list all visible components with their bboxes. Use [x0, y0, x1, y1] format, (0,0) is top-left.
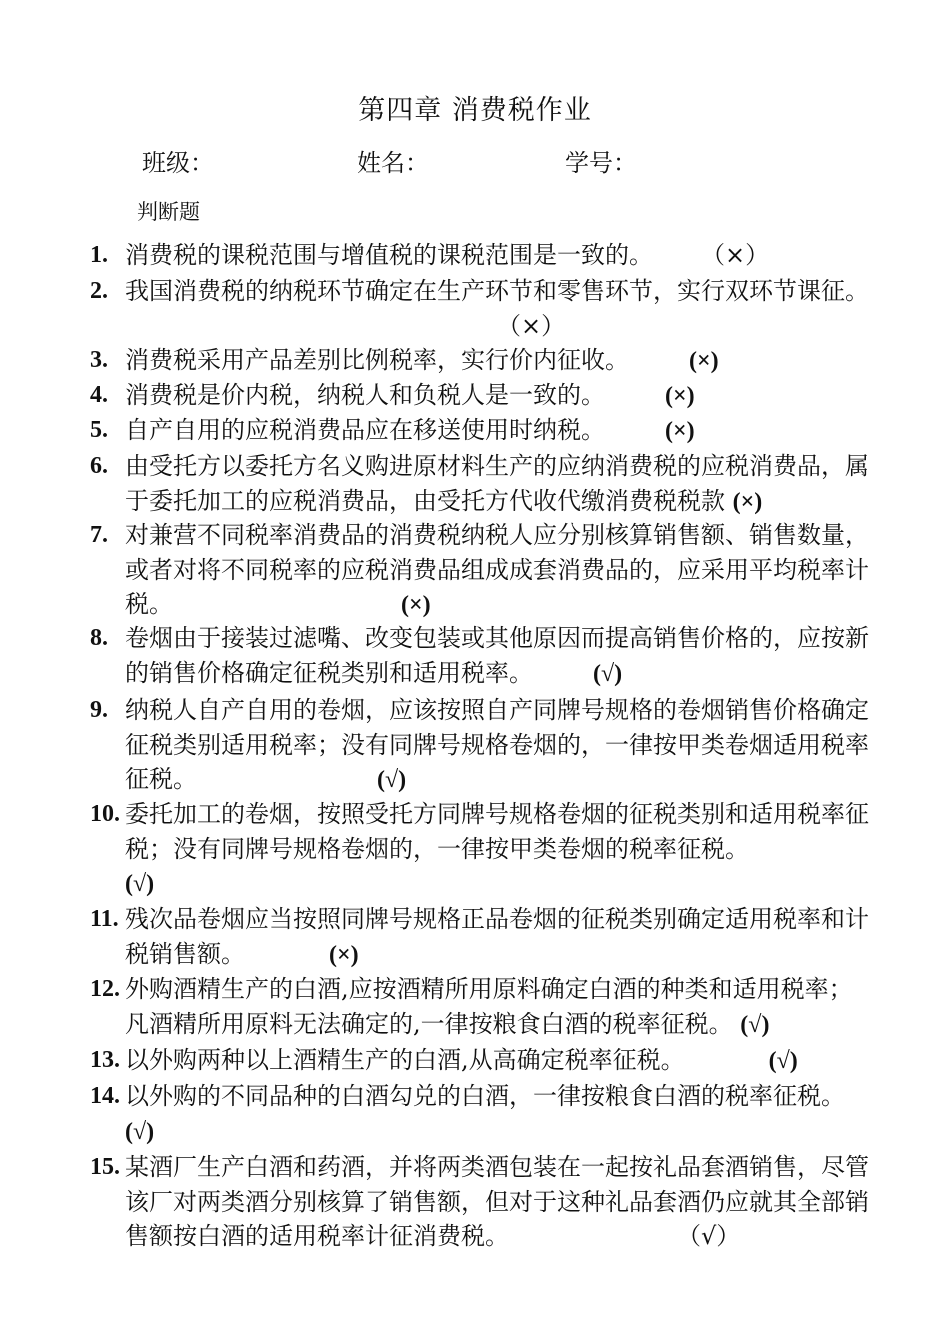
- question-text: 由受托方以委托方名义购进原材料生产的应纳消费税的应税消费品，属于委托加工的应税消费品，由受托方代收代缴消费税税款: [125, 452, 869, 515]
- answer-mark: （×）: [509, 311, 566, 340]
- question-item: [90, 343, 870, 379]
- question-number: 10.: [90, 801, 120, 827]
- answer-mark: (√): [125, 1118, 155, 1145]
- question-text: 自产自用的应税消费品应在移送使用时纳税。: [125, 416, 593, 444]
- question-number: 4.: [90, 382, 108, 408]
- question-text: 以外购的不同品种的白酒勾兑的白酒，一律按粮食白酒的税率征税。: [125, 1082, 845, 1110]
- question-item: [90, 1150, 870, 1254]
- question-item: [90, 413, 870, 449]
- answer-mark: (√): [377, 767, 407, 793]
- answer-mark: (×): [665, 418, 695, 444]
- question-text-block: [125, 378, 870, 414]
- question-text-block: [125, 1150, 870, 1254]
- question-item: [90, 449, 870, 519]
- question-text-block: [125, 693, 870, 798]
- question-text-block: [125, 1043, 870, 1079]
- answer-mark: (×): [732, 488, 763, 515]
- question-text-block: [125, 449, 870, 519]
- question-item: [90, 972, 870, 1042]
- question-number: 15.: [90, 1154, 120, 1180]
- question-item: [90, 797, 870, 902]
- class-label: 班级：: [142, 149, 214, 177]
- question-text-block: [125, 972, 870, 1042]
- question-text: 我国消费税的纳税环节确定在生产环节和零售环节，实行双环节课征。: [125, 277, 869, 305]
- question-text: 卷烟由于接装过滤嘴、改变包装或其他原因而提高销售价格的，应按新的销售价格确定征税类别和适用税率。: [125, 624, 869, 687]
- question-text: 消费税的课税范围与增值税的课税范围是一致的。: [125, 241, 641, 269]
- question-number: 12.: [90, 976, 120, 1002]
- document-title: 第四章 消费税作业: [358, 95, 592, 126]
- question-number: 11.: [90, 906, 119, 932]
- answer-mark: (×): [401, 592, 431, 618]
- question-number: 13.: [90, 1047, 120, 1073]
- question-text-block: [125, 413, 870, 449]
- question-number: 14.: [90, 1083, 120, 1109]
- answer-mark: (√): [768, 1048, 798, 1074]
- question-text: 纳税人自产自用的卷烟，应该按照自产同牌号规格的卷烟销售价格确定征税类别适用税率；没有同牌号规格卷烟的，一律按甲类卷烟适用税率征税。: [125, 696, 869, 793]
- question-item: [90, 1079, 870, 1149]
- question-number: 2.: [90, 278, 108, 304]
- question-number: 7.: [90, 522, 108, 548]
- answer-mark: （√）: [689, 1222, 741, 1250]
- question-text-block: [125, 518, 870, 623]
- question-text: 某酒厂生产白酒和药酒，并将两类酒包装在一起按礼品套酒销售，尽管该厂对两类酒分别核算了销售额，但对于这种礼品套酒仍应就其全部销售额按白酒的适用税率计征消费税。: [125, 1153, 869, 1250]
- question-text-block: [125, 343, 870, 379]
- question-number: 9.: [90, 697, 108, 723]
- section-heading: 判断题: [137, 200, 200, 224]
- answer-mark: (×): [665, 383, 695, 409]
- question-number: 5.: [90, 417, 108, 443]
- answer-mark: (×): [689, 348, 719, 374]
- question-text-block: [125, 274, 870, 343]
- answer-mark: (√): [593, 660, 623, 687]
- question-text-block: [125, 238, 870, 273]
- question-number: 1.: [90, 242, 108, 268]
- question-text: 消费税是价内税，纳税人和负税人是一致的。: [125, 381, 593, 409]
- question-item: [90, 1043, 870, 1079]
- question-text-block: [125, 902, 870, 972]
- student-id-label: 学号：: [565, 149, 637, 177]
- answer-mark: (√): [125, 871, 155, 897]
- question-number: 8.: [90, 625, 108, 651]
- question-number: 3.: [90, 347, 108, 373]
- question-item: [90, 693, 870, 798]
- question-item: [90, 621, 870, 691]
- question-text: 残次品卷烟应当按照同牌号规格正品卷烟的征税类别确定适用税率和计税销售额。: [125, 905, 869, 968]
- question-number: 6.: [90, 453, 108, 479]
- question-text-block: [125, 1079, 870, 1149]
- question-text: 以外购两种以上酒精生产的白酒,从高确定税率征税。: [125, 1046, 673, 1074]
- question-text-block: [125, 621, 870, 691]
- question-item: [90, 238, 870, 273]
- question-text-block: [125, 797, 870, 902]
- answer-mark: （×）: [713, 241, 770, 269]
- answer-mark: (×): [329, 941, 359, 968]
- question-text: 消费税采用产品差别比例税率，实行价内征收。: [125, 346, 617, 374]
- question-text: 委托加工的卷烟，按照受托方同牌号规格卷烟的征税类别和适用税率征税；没有同牌号规格卷烟的，一律按甲类卷烟的税率征税。: [125, 800, 869, 863]
- question-item: [90, 902, 870, 972]
- question-text: 对兼营不同税率消费品的消费税纳税人应分别核算销售额、销售数量，或者对将不同税率的应税消费品组成成套消费品的，应采用平均税率计税。: [125, 521, 869, 618]
- answer-mark: (√): [740, 1011, 770, 1038]
- question-item: [90, 518, 870, 623]
- question-item: [90, 274, 870, 343]
- name-label: 姓名：: [357, 149, 429, 177]
- question-text: 外购酒精生产的白酒,应按酒精所用原料确定白酒的种类和适用税率；凡酒精所用原料无法确定的,一律按粮食白酒的税率征税。: [125, 975, 853, 1038]
- question-item: [90, 378, 870, 414]
